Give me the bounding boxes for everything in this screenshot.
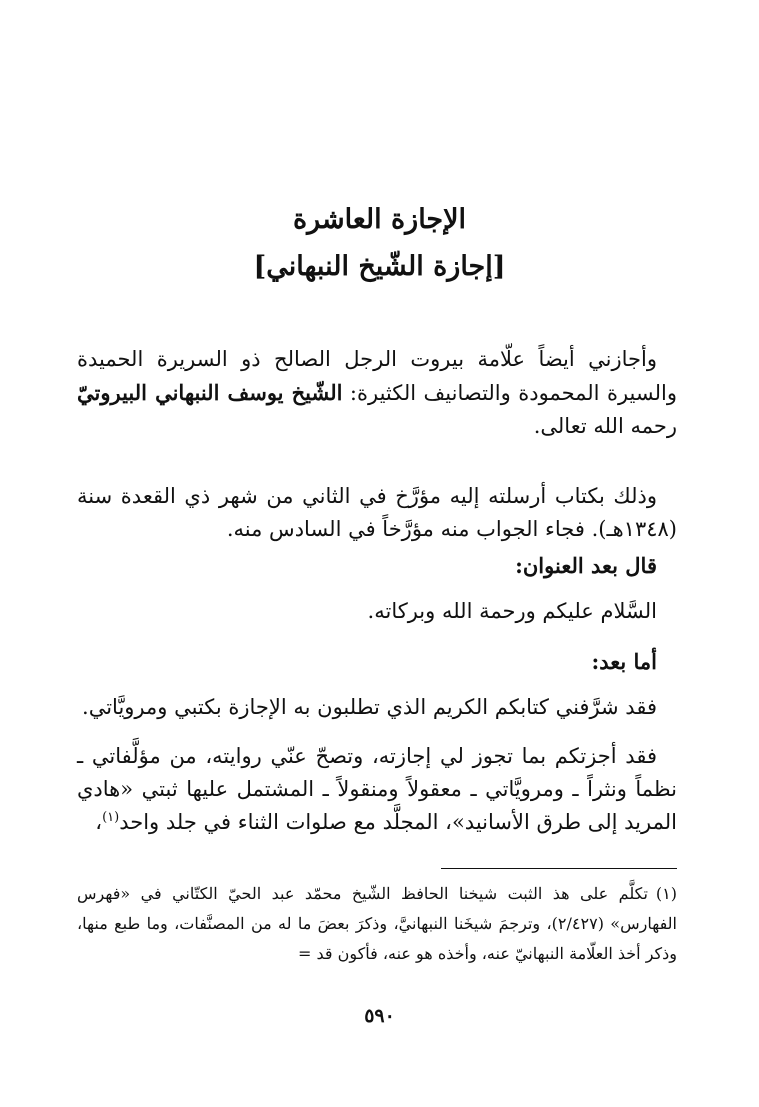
paragraph-intro-text: وأجازني أيضاً علّامة بيروت الرجل الصالح ذو السريرة الحميدة والسيرة المحمودة والتصانيف الكثيرة: (77, 347, 677, 405)
page-number: ٥٩٠ (364, 1005, 395, 1027)
footnote-reference[interactable]: (١) (102, 810, 120, 825)
sheikh-name: الشّيخ يوسف النبهاني البيروتيّ (77, 380, 343, 405)
chapter-subtitle: [إجازة الشّيخ النبهاني] (253, 251, 506, 282)
paragraph-letter-date: وذلك بكتاب أرسلته إليه مؤرَّخ في الثاني من شهر ذي القعدة سنة (١٣٤٨هـ). فجاء الجواب منه مؤرَّخاً في السادس منه. (77, 484, 677, 541)
paragraph-honored: فقد شرَّفني كتابكم الكريم الذي تطلبون به الإجازة بكتبي ومرويَّاتي. (82, 695, 657, 719)
paragraph-ijaza-end: ، (95, 810, 103, 834)
paragraph-intro-end: رحمه الله تعالى. (533, 414, 677, 438)
footnote-text: تكلَّم على هذ الثبت شيخنا الحافظ الشّيخ محمّد عبد الحيّ الكتّاني في «فهرس الفهارس» (٢/٤٢٧)، وترجمَ شيخَنا النبهانيَّ، وذكرَ بعضَ ما له من المصنَّفات، وما طبع منها، وذكر أخذ العلّامة النبهانيّ عنه، وأخذه هو عنه، فأكون قد = (77, 884, 677, 963)
footnote-marker: (١) (655, 884, 677, 903)
paragraph-ijaza-grant (77, 740, 677, 839)
paragraph-intro (77, 343, 677, 443)
paragraph-ijaza-text: فقد أجزتكم بما تجوز لي إجازته، وتصحّ عنّي روايته، من مؤلَّفاتي ـ نظماً ونثراً ـ ومرويَّاتي ـ معقولاً ومنقولاً ـ المشتمل عليها ثبتي «هادي المريد إلى طرق الأسانيد»، المجلَّد مع صلوات الثناء في جلد واحد (77, 744, 677, 834)
paragraph-after-title: قال بعد العنوان: (515, 553, 657, 578)
chapter-title: الإجازة العاشرة (292, 204, 467, 235)
footnote (77, 879, 677, 969)
paragraph-greeting: السَّلام عليكم ورحمة الله وبركاته. (367, 599, 657, 623)
footnote-divider (441, 868, 677, 869)
paragraph-amma-baad: أما بعد: (591, 649, 657, 674)
